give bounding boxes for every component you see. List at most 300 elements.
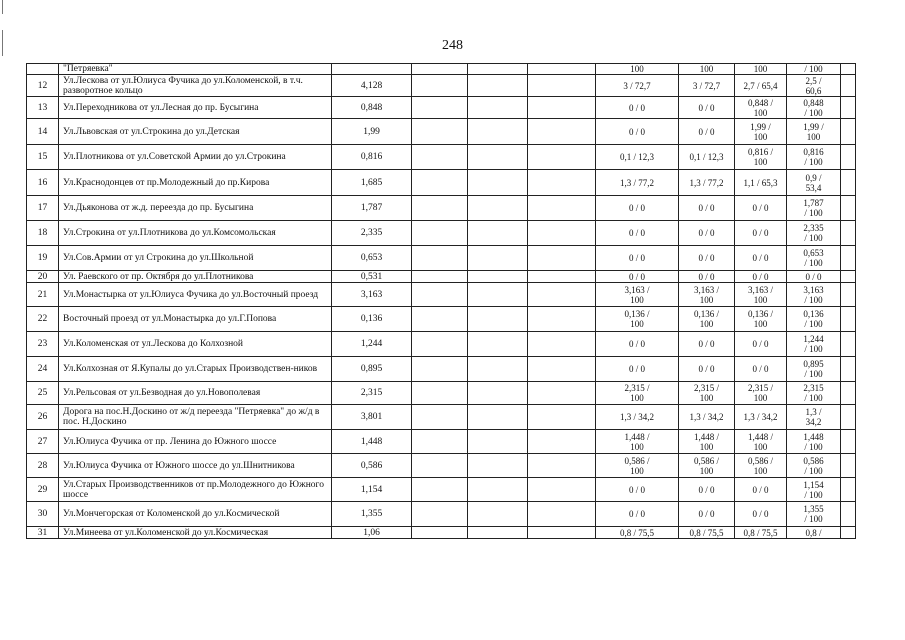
value-cell — [735, 221, 787, 246]
length-cell: 0,531 — [332, 271, 412, 283]
value-line: 0,8 / 75,5 — [619, 527, 654, 538]
value-line: 3,163 — [803, 284, 824, 295]
empty-cell — [841, 145, 856, 170]
length-cell: 1,99 — [332, 119, 412, 145]
value-cell — [596, 502, 679, 527]
value-cell — [787, 145, 841, 170]
empty-cell — [528, 307, 596, 332]
length-cell: 2,315 — [332, 382, 412, 405]
table-row — [27, 430, 856, 454]
empty-cell — [468, 478, 528, 502]
empty-cell — [412, 196, 468, 221]
empty-cell — [528, 478, 596, 502]
value-cell — [787, 170, 841, 196]
value-line: 100 — [806, 131, 821, 142]
empty-cell — [841, 405, 856, 430]
length-cell: 1,685 — [332, 170, 412, 196]
length-cell — [332, 64, 412, 75]
length-cell: 1,154 — [332, 478, 412, 502]
value-cell — [787, 97, 841, 119]
value-line: 0,848 / — [747, 97, 773, 108]
value-line: 100 — [753, 393, 768, 403]
row-number-cell: 14 — [27, 119, 59, 145]
table-row — [27, 527, 856, 539]
value-cell — [679, 145, 735, 170]
value-line: 0 / 0 — [628, 102, 645, 113]
empty-cell — [412, 145, 468, 170]
empty-cell — [412, 527, 468, 539]
value-line: 1,448 / — [747, 431, 773, 442]
empty-cell — [528, 283, 596, 307]
value-cell — [596, 196, 679, 221]
empty-cell — [528, 271, 596, 283]
value-cell — [735, 332, 787, 357]
road-table — [26, 63, 855, 539]
value-line: 2,335 — [803, 223, 824, 233]
empty-cell — [468, 97, 528, 119]
road-name-cell: Ул.Мончегорская от Коломенской до ул.Космической — [59, 502, 332, 527]
empty-cell — [412, 221, 468, 246]
road-name-cell: Ул.Юлиуса Фучика от пр. Ленина до Южного шоссе — [59, 430, 332, 454]
table-row — [27, 246, 856, 271]
empty-cell — [468, 170, 528, 196]
row-number-cell: 27 — [27, 430, 59, 454]
value-line: 1,3 / 34,2 — [743, 412, 778, 422]
table-row — [27, 221, 856, 246]
empty-cell — [528, 75, 596, 97]
value-line: 60,6 — [805, 85, 822, 96]
road-name-cell: Ул. Раевского от пр. Октября до ул.Плотникова — [59, 271, 332, 283]
table-row — [27, 283, 856, 307]
value-line: 0,586 / — [693, 455, 719, 466]
value-cell — [735, 75, 787, 97]
empty-cell — [841, 454, 856, 478]
empty-cell — [841, 75, 856, 97]
empty-cell — [412, 170, 468, 196]
value-cell — [787, 246, 841, 271]
empty-cell — [528, 357, 596, 382]
value-line: / 100 — [804, 344, 823, 354]
value-cell — [679, 454, 735, 478]
value-line: / 100 — [804, 233, 823, 243]
value-cell — [735, 196, 787, 221]
value-cell — [679, 357, 735, 382]
value-line: 0,1 / 12,3 — [689, 152, 724, 162]
value-cell — [735, 307, 787, 332]
empty-cell — [412, 382, 468, 405]
value-line: 1,448 / — [624, 431, 650, 442]
row-number-cell: 24 — [27, 357, 59, 382]
value-cell — [679, 502, 735, 527]
road-name-cell: Ул.Строкина от ул.Плотникова до ул.Комсомольская — [59, 221, 332, 246]
value-cell — [679, 332, 735, 357]
road-name-cell: Ул.Лескова от ул.Юлиуса Фучика до ул.Коломенской, в т.ч. разворотное кольцо — [59, 75, 332, 97]
road-table-grid — [26, 63, 856, 539]
table-row — [27, 271, 856, 283]
road-name-cell: Дорога на пос.Н.Доскино от ж/д переезда "Петряевка" до ж/д в пос. Н.Доскино — [59, 405, 332, 430]
empty-cell — [412, 97, 468, 119]
value-line: 0,653 — [803, 248, 824, 258]
value-line: / 100 — [804, 489, 823, 500]
value-line: 0 / 0 — [628, 253, 645, 263]
value-cell — [596, 170, 679, 196]
value-line: 3,163 / — [693, 284, 719, 295]
empty-cell — [841, 430, 856, 454]
value-line: 100 — [630, 465, 644, 476]
value-line: 1,244 — [803, 334, 824, 344]
value-line: / 100 — [804, 157, 823, 167]
value-cell — [596, 119, 679, 145]
value-cell — [596, 357, 679, 382]
value-cell — [787, 454, 841, 478]
value-line: 3 / 72,7 — [623, 80, 651, 91]
empty-cell — [841, 64, 856, 75]
empty-cell — [468, 75, 528, 97]
value-line: 100 — [699, 393, 714, 403]
empty-cell — [528, 170, 596, 196]
road-name-cell: Ул.Дьяконова от ж.д. переезда до пр. Бусыгина — [59, 196, 332, 221]
empty-cell — [412, 64, 468, 75]
value-cell — [596, 75, 679, 97]
table-row — [27, 478, 856, 502]
road-name-cell: Ул.Юлиуса Фучика от Южного шоссе до ул.Шнитникова — [59, 454, 332, 478]
value-cell — [679, 283, 735, 307]
row-number-cell — [27, 64, 59, 75]
road-name-cell: Ул.Краснодонцев от пр.Молодежный до пр.Кирова — [59, 170, 332, 196]
length-cell: 3,163 — [332, 283, 412, 307]
value-line: 1,3 / 34,2 — [619, 412, 654, 422]
empty-cell — [412, 75, 468, 97]
value-line: 0 / 0 — [698, 228, 715, 238]
value-line: 0 / 0 — [752, 271, 769, 282]
value-line: 1,448 — [803, 431, 824, 442]
empty-cell — [468, 145, 528, 170]
empty-cell — [528, 64, 596, 75]
empty-cell — [468, 221, 528, 246]
value-cell — [787, 283, 841, 307]
row-number-cell: 15 — [27, 145, 59, 170]
empty-cell — [528, 119, 596, 145]
empty-cell — [468, 357, 528, 382]
empty-cell — [468, 502, 528, 527]
row-number-cell: 29 — [27, 478, 59, 502]
value-line: 34,2 — [805, 417, 822, 427]
empty-cell — [841, 382, 856, 405]
value-cell — [735, 246, 787, 271]
value-cell — [787, 357, 841, 382]
value-line: 2,315 / — [624, 383, 650, 393]
table-row — [27, 97, 856, 119]
table-row — [27, 196, 856, 221]
row-number-cell: 20 — [27, 271, 59, 283]
length-cell: 1,244 — [332, 332, 412, 357]
value-line: / 100 — [804, 393, 823, 403]
value-line: 0 / 0 — [698, 203, 715, 213]
row-number-cell: 31 — [27, 527, 59, 539]
value-line: / 100 — [804, 258, 823, 268]
road-name-cell: Восточный проезд от ул.Монастырка до ул.Г.Попова — [59, 307, 332, 332]
empty-cell — [841, 196, 856, 221]
value-line: / 100 — [804, 441, 823, 452]
value-line: 0 / 0 — [752, 203, 769, 213]
scan-edge-mark — [2, 0, 3, 14]
value-line: 0,136 / — [747, 309, 773, 319]
length-cell: 2,335 — [332, 221, 412, 246]
value-line: 0,136 / — [624, 309, 650, 319]
table-body — [27, 64, 856, 539]
value-cell — [735, 145, 787, 170]
value-line: 0 / 0 — [752, 509, 769, 519]
value-line: 100 — [699, 465, 714, 476]
value-line: 100 — [630, 294, 644, 305]
empty-cell — [528, 221, 596, 246]
road-name-cell: Ул.Старых Производственников от пр.Молодежного до Южного шоссе — [59, 478, 332, 502]
value-cell — [787, 502, 841, 527]
value-cell — [596, 307, 679, 332]
empty-cell — [528, 97, 596, 119]
value-line: 0 / 0 — [698, 253, 715, 263]
value-cell — [596, 145, 679, 170]
value-cell — [735, 357, 787, 382]
value-line: 0,8 / — [805, 527, 822, 538]
value-cell — [596, 97, 679, 119]
empty-cell — [468, 307, 528, 332]
value-cell — [735, 405, 787, 430]
value-cell: 100 — [596, 64, 679, 75]
row-number-cell: 26 — [27, 405, 59, 430]
value-cell — [735, 271, 787, 283]
value-line: 0 / 0 — [698, 126, 715, 137]
length-cell: 0,586 — [332, 454, 412, 478]
empty-cell — [841, 527, 856, 539]
length-cell: 0,816 — [332, 145, 412, 170]
value-line: 100 — [630, 441, 644, 452]
value-line: 0 / 0 — [628, 509, 645, 519]
value-cell — [679, 430, 735, 454]
value-line: 0,586 / — [747, 455, 773, 466]
value-line: / 100 — [804, 465, 823, 476]
value-cell — [735, 454, 787, 478]
value-line: 100 — [630, 319, 644, 329]
table-row — [27, 332, 856, 357]
value-line: 0 / 0 — [698, 509, 715, 519]
value-cell — [735, 119, 787, 145]
value-line: 3,163 / — [747, 284, 773, 295]
value-line: 0 / 0 — [628, 339, 645, 349]
table-row — [27, 307, 856, 332]
value-cell — [596, 527, 679, 539]
value-line: 0 / 0 — [752, 228, 769, 238]
row-number-cell: 17 — [27, 196, 59, 221]
value-line: 0,816 / — [747, 147, 773, 157]
value-line: 100 — [630, 393, 644, 403]
value-line: 0 / 0 — [752, 484, 769, 495]
value-cell: / 100 — [787, 64, 841, 75]
empty-cell — [468, 283, 528, 307]
value-line: 100 — [699, 319, 714, 329]
empty-cell — [528, 332, 596, 357]
value-line: 0 / 0 — [698, 102, 715, 113]
value-line: 1,3 / 77,2 — [689, 177, 724, 188]
value-line: / 100 — [804, 369, 823, 379]
value-line: 1,3 / 34,2 — [689, 412, 724, 422]
value-cell — [787, 478, 841, 502]
empty-cell — [841, 283, 856, 307]
empty-cell — [412, 332, 468, 357]
value-cell — [596, 382, 679, 405]
value-cell: 100 — [679, 64, 735, 75]
road-name-cell: Ул.Монастырка от ул.Юлиуса Фучика до ул.Восточный проезд — [59, 283, 332, 307]
value-cell — [596, 405, 679, 430]
value-cell — [596, 478, 679, 502]
value-line: 53,4 — [805, 182, 822, 193]
empty-cell — [412, 430, 468, 454]
value-line: 1,1 / 65,3 — [743, 177, 778, 188]
value-line: 0,8 / 75,5 — [689, 527, 724, 538]
empty-cell — [841, 119, 856, 145]
value-line: 100 — [753, 131, 768, 142]
value-line: 0 / 0 — [698, 484, 715, 495]
row-number-cell: 22 — [27, 307, 59, 332]
empty-cell — [528, 430, 596, 454]
empty-cell — [412, 271, 468, 283]
value-line: 0,1 / 12,3 — [619, 152, 654, 162]
empty-cell — [528, 527, 596, 539]
value-line: 2,315 — [803, 383, 824, 393]
scan-edge-mark — [2, 30, 3, 56]
value-line: / 100 — [804, 319, 823, 329]
value-cell — [787, 221, 841, 246]
length-cell: 0,895 — [332, 357, 412, 382]
road-name-cell: Ул.Плотникова от ул.Советской Армии до ул.Строкина — [59, 145, 332, 170]
table-row — [27, 357, 856, 382]
empty-cell — [468, 64, 528, 75]
row-number-cell: 23 — [27, 332, 59, 357]
value-cell — [596, 430, 679, 454]
empty-cell — [841, 170, 856, 196]
table-row — [27, 119, 856, 145]
value-cell — [679, 221, 735, 246]
value-cell: 100 — [735, 64, 787, 75]
value-cell — [787, 271, 841, 283]
road-name-cell: Ул.Коломенская от ул.Лескова до Колхозной — [59, 332, 332, 357]
value-line: 0,848 — [803, 97, 824, 108]
length-cell: 0,653 — [332, 246, 412, 271]
value-line: 1,99 / — [803, 121, 824, 132]
row-number-cell: 16 — [27, 170, 59, 196]
value-line: 0 / 0 — [752, 339, 769, 349]
value-line: 0 / 0 — [628, 364, 645, 374]
value-cell — [679, 527, 735, 539]
row-number-cell: 19 — [27, 246, 59, 271]
value-line: 0,895 — [803, 359, 824, 369]
empty-cell — [468, 454, 528, 478]
road-name-cell: Ул.Колхозная от Я.Купалы до ул.Старых Производствен-ников — [59, 357, 332, 382]
row-number-cell: 12 — [27, 75, 59, 97]
table-row — [27, 64, 856, 75]
value-line: 3,163 / — [624, 284, 650, 295]
value-line: 0,136 / — [693, 309, 719, 319]
empty-cell — [528, 454, 596, 478]
road-name-cell: Ул.Переходникова от ул.Лесная до пр. Бусыгина — [59, 97, 332, 119]
value-cell — [787, 119, 841, 145]
value-cell — [787, 75, 841, 97]
value-cell — [679, 196, 735, 221]
value-cell — [596, 332, 679, 357]
value-line: 0,816 — [803, 147, 824, 157]
value-cell — [787, 527, 841, 539]
value-cell — [787, 332, 841, 357]
value-line: 100 — [699, 441, 714, 452]
value-cell — [787, 430, 841, 454]
empty-cell — [528, 145, 596, 170]
road-name-cell: Ул.Львовская от ул.Строкина до ул.Детская — [59, 119, 332, 145]
value-line: 0 / 0 — [628, 228, 645, 238]
road-name-cell: "Петряевка" — [59, 64, 332, 75]
value-line: 100 — [699, 294, 714, 305]
road-name-cell: Ул.Рельсовая от ул.Безводная до ул.Новополевая — [59, 382, 332, 405]
value-cell — [679, 246, 735, 271]
value-line: 0 / 0 — [628, 203, 645, 213]
value-line: 2,7 / 65,4 — [743, 80, 778, 91]
empty-cell — [468, 271, 528, 283]
value-line: 3 / 72,7 — [692, 80, 721, 91]
empty-cell — [841, 502, 856, 527]
value-cell — [679, 382, 735, 405]
table-row — [27, 382, 856, 405]
value-cell — [596, 221, 679, 246]
value-line: 0 / 0 — [698, 339, 715, 349]
value-line: 1,355 — [803, 504, 824, 514]
value-line: 0 / 0 — [698, 364, 715, 374]
value-cell — [735, 527, 787, 539]
empty-cell — [412, 246, 468, 271]
value-line: 2,5 / — [805, 75, 822, 86]
value-line: / 100 — [804, 294, 823, 305]
empty-cell — [841, 221, 856, 246]
value-cell — [735, 382, 787, 405]
empty-cell — [468, 332, 528, 357]
page-number: 248 — [442, 38, 463, 53]
empty-cell — [412, 405, 468, 430]
empty-cell — [841, 246, 856, 271]
empty-cell — [412, 283, 468, 307]
row-number-cell: 30 — [27, 502, 59, 527]
empty-cell — [468, 405, 528, 430]
length-cell: 4,128 — [332, 75, 412, 97]
length-cell: 0,136 — [332, 307, 412, 332]
value-cell — [596, 454, 679, 478]
empty-cell — [412, 502, 468, 527]
value-cell — [787, 307, 841, 332]
value-cell — [679, 119, 735, 145]
empty-cell — [841, 478, 856, 502]
table-row — [27, 405, 856, 430]
value-cell — [735, 97, 787, 119]
row-number-cell: 21 — [27, 283, 59, 307]
value-line: 0,9 / — [805, 172, 822, 183]
value-line: 0,8 / 75,5 — [743, 527, 778, 538]
empty-cell — [528, 246, 596, 271]
length-cell: 3,801 — [332, 405, 412, 430]
value-cell — [735, 502, 787, 527]
empty-cell — [412, 119, 468, 145]
empty-cell — [468, 196, 528, 221]
road-name-cell: Ул.Минеева от ул.Коломенской до ул.Космическая — [59, 527, 332, 539]
value-cell — [679, 97, 735, 119]
value-line: 1,3 / 77,2 — [619, 177, 654, 188]
length-cell: 1,355 — [332, 502, 412, 527]
